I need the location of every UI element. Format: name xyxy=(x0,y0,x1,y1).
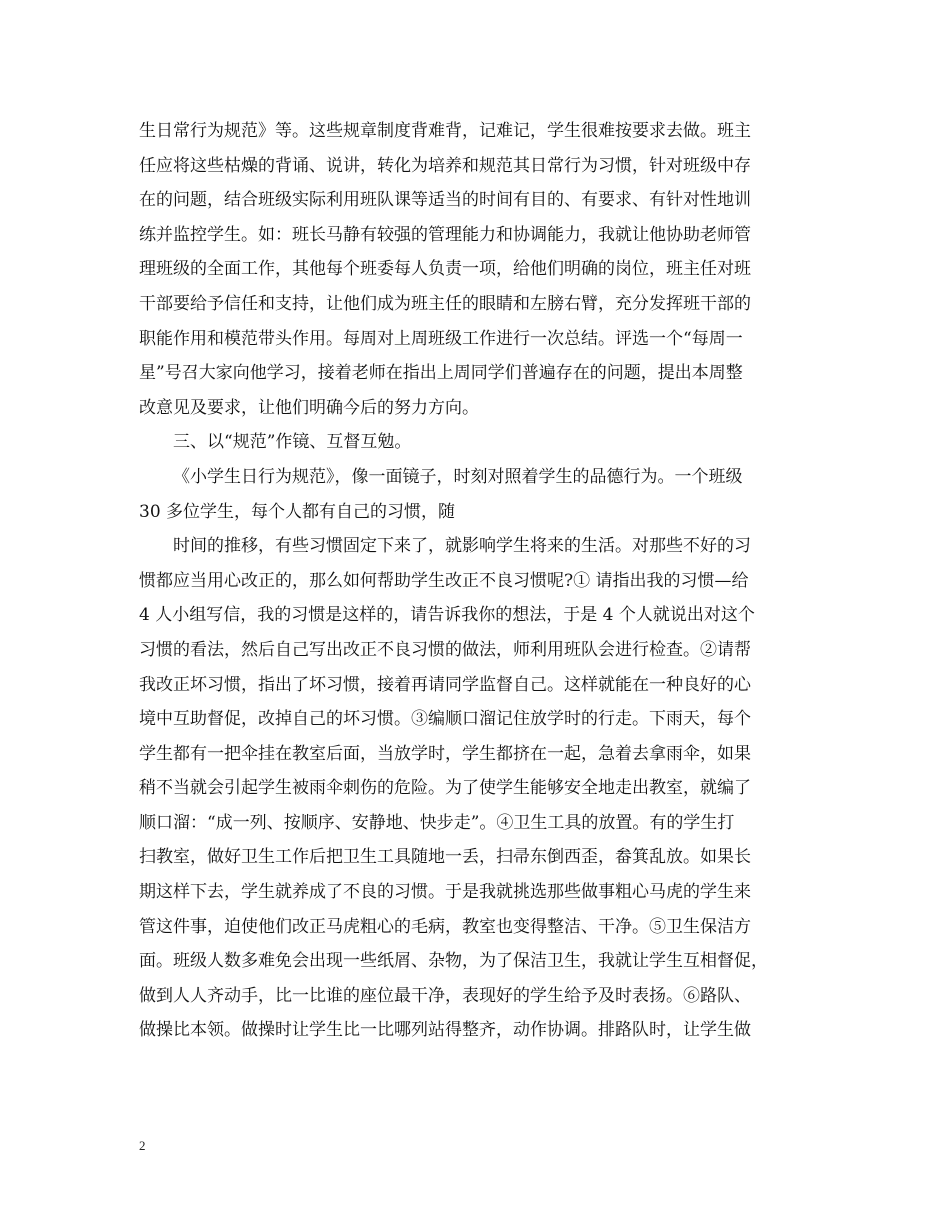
text-line: 我改正坏习惯，指出了坏习惯，接着再请同学监督自己。这样就能在一种良好的心 xyxy=(139,674,751,695)
text-line: 管这件事，迫使他们改正马虎粗心的毛病，教室也变得整洁、干净。⑤卫生保洁方 xyxy=(139,916,751,937)
text-line: 理班级的全面工作，其他每个班委每人负责一项，给他们明确的岗位，班主任对班 xyxy=(139,259,751,280)
text-line: 惯都应当用心改正的，那么如何帮助学生改正不良习惯呢?① 请指出我的习惯—给 xyxy=(139,570,749,591)
text-line: 面。班级人数多难免会出现一些纸屑、杂物，为了保洁卫生，我就让学生互相督促， xyxy=(139,951,768,972)
page-number: 2 xyxy=(139,1138,146,1153)
text-line: 三、以“规范”作镜、互督互勉。 xyxy=(173,432,412,453)
text-line: 做操比本领。做操时让学生比一比哪列站得整齐，动作协调。排路队时，让学生做 xyxy=(139,1020,751,1041)
text-line: 改意见及要求，让他们明确今后的努力方向。 xyxy=(139,397,479,418)
text-line: 顺口溜：“成一列、按顺序、安静地、快步走”。④卫生工具的放置。有的学生打 xyxy=(139,812,735,833)
text-line: 4 人小组写信，我的习惯是这样的，请告诉我你的想法，于是 4 个人就说出对这个 xyxy=(139,605,755,626)
text-line: 扫教室，做好卫生工作后把卫生工具随地一丢，扫帚东倒西歪，畚箕乱放。如果长 xyxy=(139,847,751,868)
text-line: 生日常行为规范》等。这些规章制度背难背，记难记，学生很难按要求去做。班主 xyxy=(139,121,751,141)
text-line: 练并监控学生。如：班长马静有较强的管理能力和协调能力，我就让他协助老师管 xyxy=(139,224,751,245)
text-line: 在的问题，结合班级实际利用班队课等适当的时间有目的、有要求、有针对性地训 xyxy=(139,190,751,211)
text-line: 做到人人齐动手，比一比谁的座位最干净，表现好的学生给予及时表扬。⑥路队、 xyxy=(139,985,751,1006)
text-line: 任应将这些枯燥的背诵、说讲，转化为培养和规范其日常行为习惯，针对班级中存 xyxy=(139,155,751,176)
text-line: 习惯的看法，然后自己写出改正不良习惯的做法，师利用班队会进行检查。②请帮 xyxy=(139,639,751,660)
text-line: 学生都有一把伞挂在教室后面，当放学时，学生都挤在一起，急着去拿雨伞，如果 xyxy=(139,743,751,764)
text-line: 《小学生日行为规范》，像一面镜子，时刻对照着学生的品德行为。一个班级 xyxy=(173,466,743,487)
text-line: 干部要给予信任和支持，让他们成为班主任的眼睛和左膀右臂，充分发挥班干部的 xyxy=(139,293,751,314)
body-text xyxy=(139,114,823,1048)
text-line: 星”号召大家向他学习，接着老师在指出上周同学们普遍存在的问题，提出本周整 xyxy=(139,363,743,384)
text-line: 期这样下去，学生就养成了不良的习惯。于是我就挑选那些做事粗心马虎的学生来 xyxy=(139,882,751,903)
text-line: 境中互助督促，改掉自己的坏习惯。③编顺口溜记住放学时的行走。下雨天，每个 xyxy=(139,709,751,730)
text-line: 30 多位学生，每个人都有自己的习惯，随 xyxy=(139,501,456,522)
text-line: 职能作用和模范带头作用。每周对上周班级工作进行一次总结。评选一个“每周一 xyxy=(139,328,743,349)
text-line: 稍不当就会引起学生被雨伞刺伤的危险。为了使学生能够安全地走出教室，就编了 xyxy=(139,778,751,799)
text-line: 时间的推移，有些习惯固定下来了，就影响学生将来的生活。对那些不好的习 xyxy=(173,536,751,557)
